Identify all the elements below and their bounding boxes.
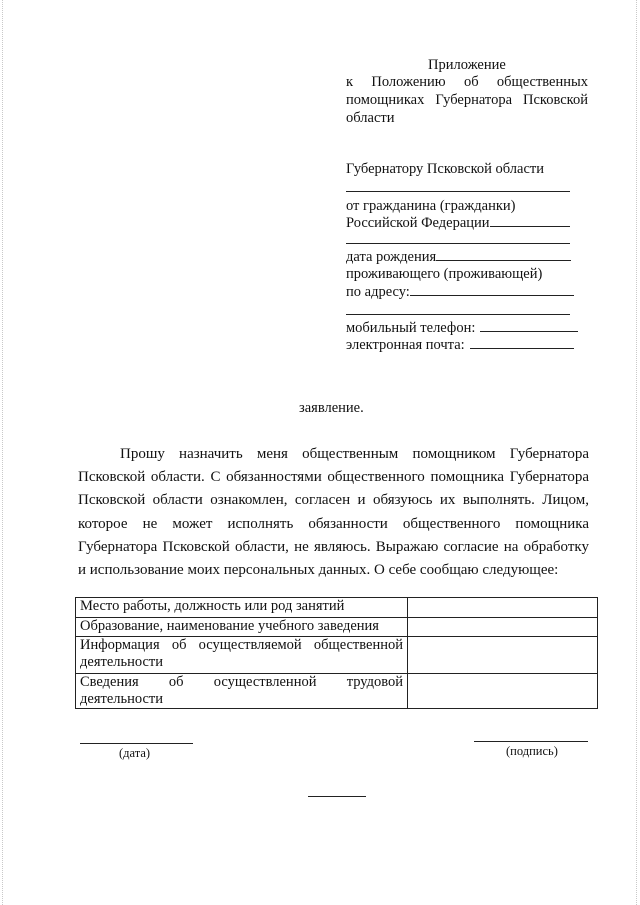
table-row [76,674,598,709]
address-label: по адресу: [346,284,410,300]
addressee-to: Губернатору Псковской области [346,161,544,177]
appendix-reference: к Положению об общественных помощниках Губернатора Псковской области [346,74,588,126]
table-row [76,637,598,674]
from-citizen-label: от гражданина (гражданки) [346,198,516,214]
statement-title: заявление. [299,400,364,416]
table-cell-value[interactable] [408,618,598,637]
applicant-name-field[interactable] [490,214,570,227]
table-cell-label: Информация об осуществляемой общественной деятельности [76,637,408,674]
mobile-field[interactable] [480,319,578,332]
email-row [346,336,586,354]
address-line-2[interactable] [346,314,570,315]
birth-date-field[interactable] [436,248,571,261]
table-row [76,598,598,618]
table-cell-label: Сведения об осуществленной трудовой деятельности [76,674,408,709]
statement-paragraph [78,443,589,582]
table-cell-value[interactable] [408,674,598,709]
table-row [76,618,598,637]
statement-text: Прошу назначить меня общественным помощником Губернатора Псковской области. С обязанностями общественного помощника Губернатора Псковской области ознакомлен, согласен и обязуюсь их выполнять. Лицом, которое не может исполнять обязанности общественного помощника Губернатора Псковской области, не являюсь. Выражаю согласие на обработку и использование моих персональных данных. О себе сообщаю следующее: [78,446,589,579]
email-field[interactable] [470,336,574,349]
scan-edge-right [636,0,638,905]
birth-date-row [346,248,586,266]
address-row [346,283,586,301]
addressee-name-line[interactable] [346,191,570,192]
address-field[interactable] [410,283,574,296]
table-cell-value[interactable] [408,598,598,618]
date-line[interactable] [80,743,193,744]
table-cell-value[interactable] [408,637,598,674]
birth-date-label: дата рождения [346,249,437,265]
citizenship-label: Российской Федерации [346,215,490,231]
appendix-title: Приложение [428,57,506,73]
email-label: электронная почта: [346,337,465,353]
mobile-row [346,319,586,337]
table-cell-label: Образование, наименование учебного заведения [76,618,408,637]
residing-label: проживающего (проживающей) [346,266,543,282]
date-caption: (дата) [119,746,151,760]
scan-edge-left [2,0,4,905]
citizenship-row [346,214,586,232]
document-end-rule [308,796,366,797]
info-table [75,597,598,709]
table-cell-label: Место работы, должность или род занятий [76,598,408,618]
mobile-label: мобильный телефон: [346,320,476,336]
applicant-name-line-2[interactable] [346,243,570,244]
signature-line[interactable] [474,741,588,742]
signature-caption: (подпись) [506,744,558,758]
